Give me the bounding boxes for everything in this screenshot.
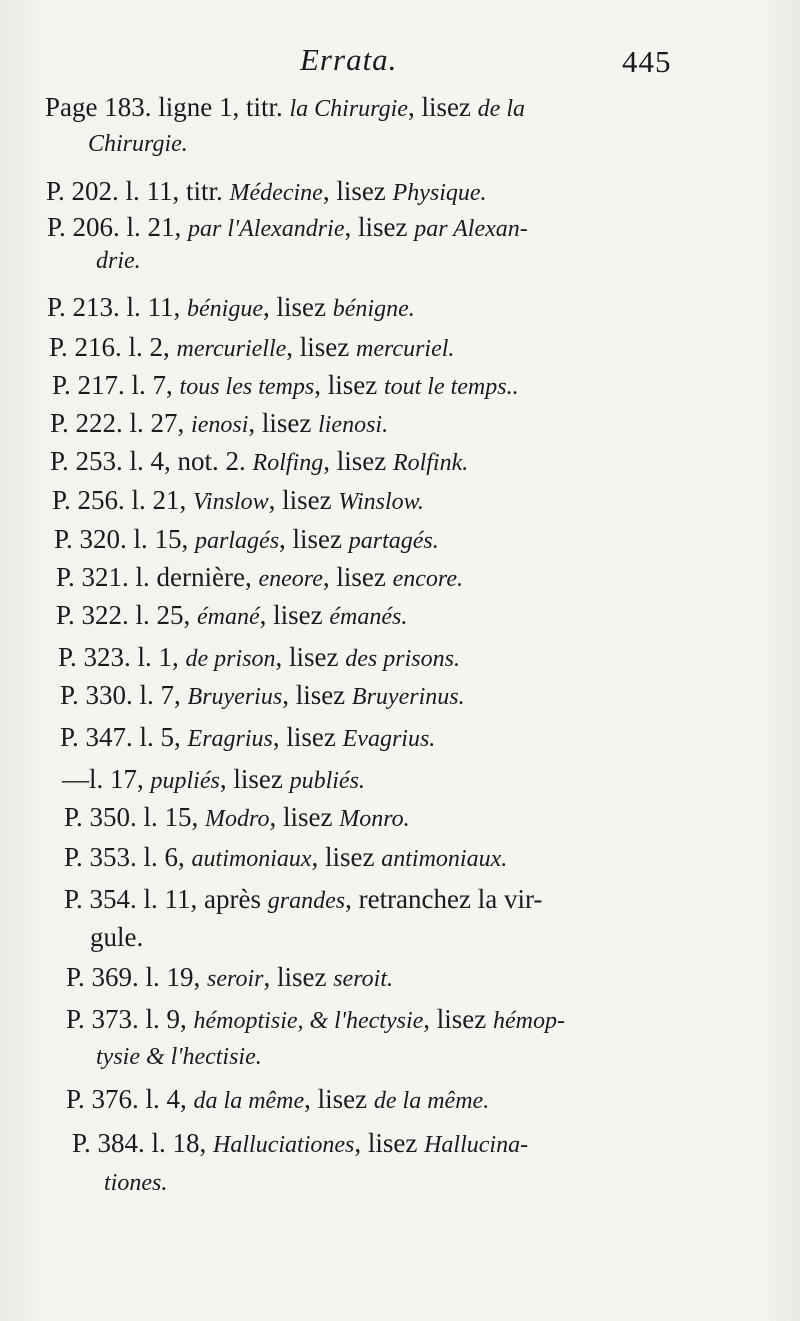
corrected-text: mercuriel. — [356, 336, 455, 362]
continuation-text: Chirurgie. — [88, 131, 188, 157]
correction-separator: , lisez — [282, 680, 346, 710]
errata-entry — [47, 210, 528, 244]
erroneous-text: par l'Alexandrie — [188, 216, 345, 242]
erroneous-text: grandes — [267, 888, 346, 914]
correction-separator: , lisez — [248, 408, 312, 438]
erroneous-text: da la même — [193, 1088, 305, 1114]
entry-reference: P. 323. l. 1, — [58, 642, 179, 672]
errata-continuation-line — [88, 127, 188, 161]
continuation-text: tysie & l'hectisie. — [96, 1044, 262, 1070]
erroneous-text: pupliés — [150, 768, 220, 794]
entry-reference: P. 330. l. 7, — [60, 680, 181, 710]
errata-entry — [66, 1082, 489, 1116]
entry-reference: P. 253. l. 4, not. 2. — [50, 446, 246, 476]
errata-entry — [50, 406, 388, 440]
entry-reference: P. 347. l. 5, — [60, 722, 181, 752]
erroneous-text: émané — [197, 604, 260, 630]
errata-entry — [49, 330, 454, 364]
entry-reference: P. 353. l. 6, — [64, 842, 185, 872]
entry-reference: P. 216. l. 2, — [49, 332, 170, 362]
corrected-text: tout le temps.. — [383, 374, 519, 400]
corrected-text: de la — [477, 96, 525, 122]
correction-separator: , lisez — [269, 802, 333, 832]
corrected-text: partagés. — [348, 528, 439, 554]
errata-entry — [66, 1002, 565, 1036]
correction-separator: , lisez — [323, 446, 387, 476]
entry-reference: P. 213. l. 11, — [47, 292, 181, 322]
continuation-text: drie. — [96, 248, 141, 274]
entry-reference: P. 217. l. 7, — [52, 370, 173, 400]
corrected-text: bénigne. — [332, 296, 415, 322]
corrected-text: par Alexan- — [414, 216, 528, 242]
corrected-text: Hallucina- — [424, 1132, 529, 1158]
entry-reference: P. 376. l. 4, — [66, 1084, 187, 1114]
errata-continuation-line — [104, 1166, 167, 1200]
errata-entry — [46, 174, 487, 208]
errata-entry — [56, 560, 463, 594]
errata-entry — [64, 882, 542, 916]
correction-separator: , lisez — [322, 562, 386, 592]
erroneous-text: Modro — [205, 806, 270, 832]
correction-separator: , lisez — [322, 176, 386, 206]
erroneous-text: parlagés — [195, 528, 280, 554]
correction-separator: , lisez — [311, 842, 375, 872]
errata-entry — [64, 840, 507, 874]
erroneous-text: hémoptisie, & l'hectysie — [193, 1008, 424, 1034]
errata-continuation-line — [96, 1040, 262, 1074]
correction-separator: , lisez — [263, 962, 327, 992]
entry-reference: P. 384. l. 18, — [72, 1128, 207, 1158]
entry-reference: P. 256. l. 21, — [52, 485, 187, 515]
entry-reference: P. 369. l. 19, — [66, 962, 201, 992]
page-header — [0, 42, 800, 92]
entry-reference: P. 350. l. 15, — [64, 802, 199, 832]
erroneous-text: tous les temps — [179, 374, 315, 400]
entry-reference: P. 206. l. 21, — [47, 212, 182, 242]
erroneous-text: Bruyerius — [187, 684, 283, 710]
entry-reference: P. 354. l. 11, après — [64, 884, 261, 914]
correction-separator: , retranchez la vir- — [345, 884, 543, 914]
erroneous-text: eneore — [258, 566, 323, 592]
erroneous-text: ienosi — [191, 412, 249, 438]
correction-separator: , lisez — [314, 370, 378, 400]
corrected-text: Physique. — [392, 180, 487, 206]
entry-reference: Page 183. ligne 1, titr. — [45, 92, 283, 122]
correction-separator: , lisez — [263, 292, 326, 322]
corrected-text: seroit. — [333, 966, 393, 992]
corrected-text: antimoniaux. — [381, 846, 508, 872]
errata-entry — [52, 483, 424, 517]
correction-separator: , lisez — [279, 524, 343, 554]
correction-separator: , lisez — [286, 332, 350, 362]
continuation-text: tiones. — [104, 1170, 168, 1196]
erroneous-text: mercurielle — [176, 336, 287, 362]
erroneous-text: Eragrius — [187, 726, 273, 752]
corrected-text: Evagrius. — [342, 726, 436, 752]
correction-separator: , lisez — [275, 642, 339, 672]
corrected-text: Bruyerinus. — [351, 684, 465, 710]
corrected-text: de la même. — [373, 1088, 490, 1114]
correction-separator: , lisez — [219, 764, 283, 794]
entry-reference: P. 321. l. dernière, — [56, 562, 252, 592]
entry-reference: P. 202. l. 11, titr. — [46, 176, 223, 206]
erroneous-text: seroir — [207, 966, 264, 992]
corrected-text: Rolfink. — [392, 450, 469, 476]
correction-separator: , lisez — [423, 1004, 487, 1034]
erroneous-text: Halluciationes — [213, 1132, 355, 1158]
correction-separator: , lisez — [259, 600, 323, 630]
corrected-text: lienosi. — [318, 412, 389, 438]
corrected-text: hémop- — [493, 1008, 565, 1034]
errata-entry — [60, 678, 465, 712]
correction-separator: , lisez — [304, 1084, 368, 1114]
erroneous-text: Médecine — [229, 180, 323, 206]
entry-reference: —l. 17, — [62, 764, 144, 794]
correction-separator: , lisez — [354, 1128, 418, 1158]
errata-continuation-line — [90, 920, 143, 954]
erroneous-text: bénigue — [187, 296, 264, 322]
entry-reference: P. 222. l. 27, — [50, 408, 185, 438]
continuation-text: gule. — [90, 922, 144, 952]
errata-entry — [54, 522, 439, 556]
erroneous-text: Vinslow — [193, 489, 269, 515]
errata-entry — [60, 720, 435, 754]
entry-reference: P. 320. l. 15, — [54, 524, 189, 554]
corrected-text: des prisons. — [345, 646, 460, 672]
corrected-text: publiés. — [289, 768, 365, 794]
correction-separator: , lisez — [407, 92, 471, 122]
errata-entry — [72, 1126, 528, 1160]
entry-reference: P. 322. l. 25, — [56, 600, 191, 630]
running-title: Errata. — [300, 42, 398, 77]
errata-entry — [66, 960, 393, 994]
erroneous-text: autimoniaux — [191, 846, 312, 872]
errata-entry — [58, 640, 460, 674]
correction-separator: , lisez — [268, 485, 332, 515]
errata-entry — [62, 762, 365, 796]
corrected-text: Monro. — [339, 806, 410, 832]
corrected-text: émanés. — [329, 604, 408, 630]
erroneous-text: la Chirurgie — [289, 96, 408, 122]
errata-entry — [64, 800, 410, 834]
errata-entry — [50, 444, 468, 478]
erroneous-text: de prison — [185, 646, 276, 672]
entry-reference: P. 373. l. 9, — [66, 1004, 187, 1034]
corrected-text: Winslow. — [338, 489, 424, 515]
errata-entry — [56, 598, 407, 632]
erroneous-text: Rolfing — [252, 450, 324, 476]
errata-entry — [47, 290, 415, 324]
errata-entry — [45, 90, 525, 124]
correction-separator: , lisez — [272, 722, 336, 752]
corrected-text: encore. — [392, 566, 464, 592]
correction-separator: , lisez — [344, 212, 408, 242]
errata-entry — [52, 368, 519, 402]
page-number: 445 — [622, 44, 672, 79]
errata-continuation-line — [96, 244, 141, 278]
